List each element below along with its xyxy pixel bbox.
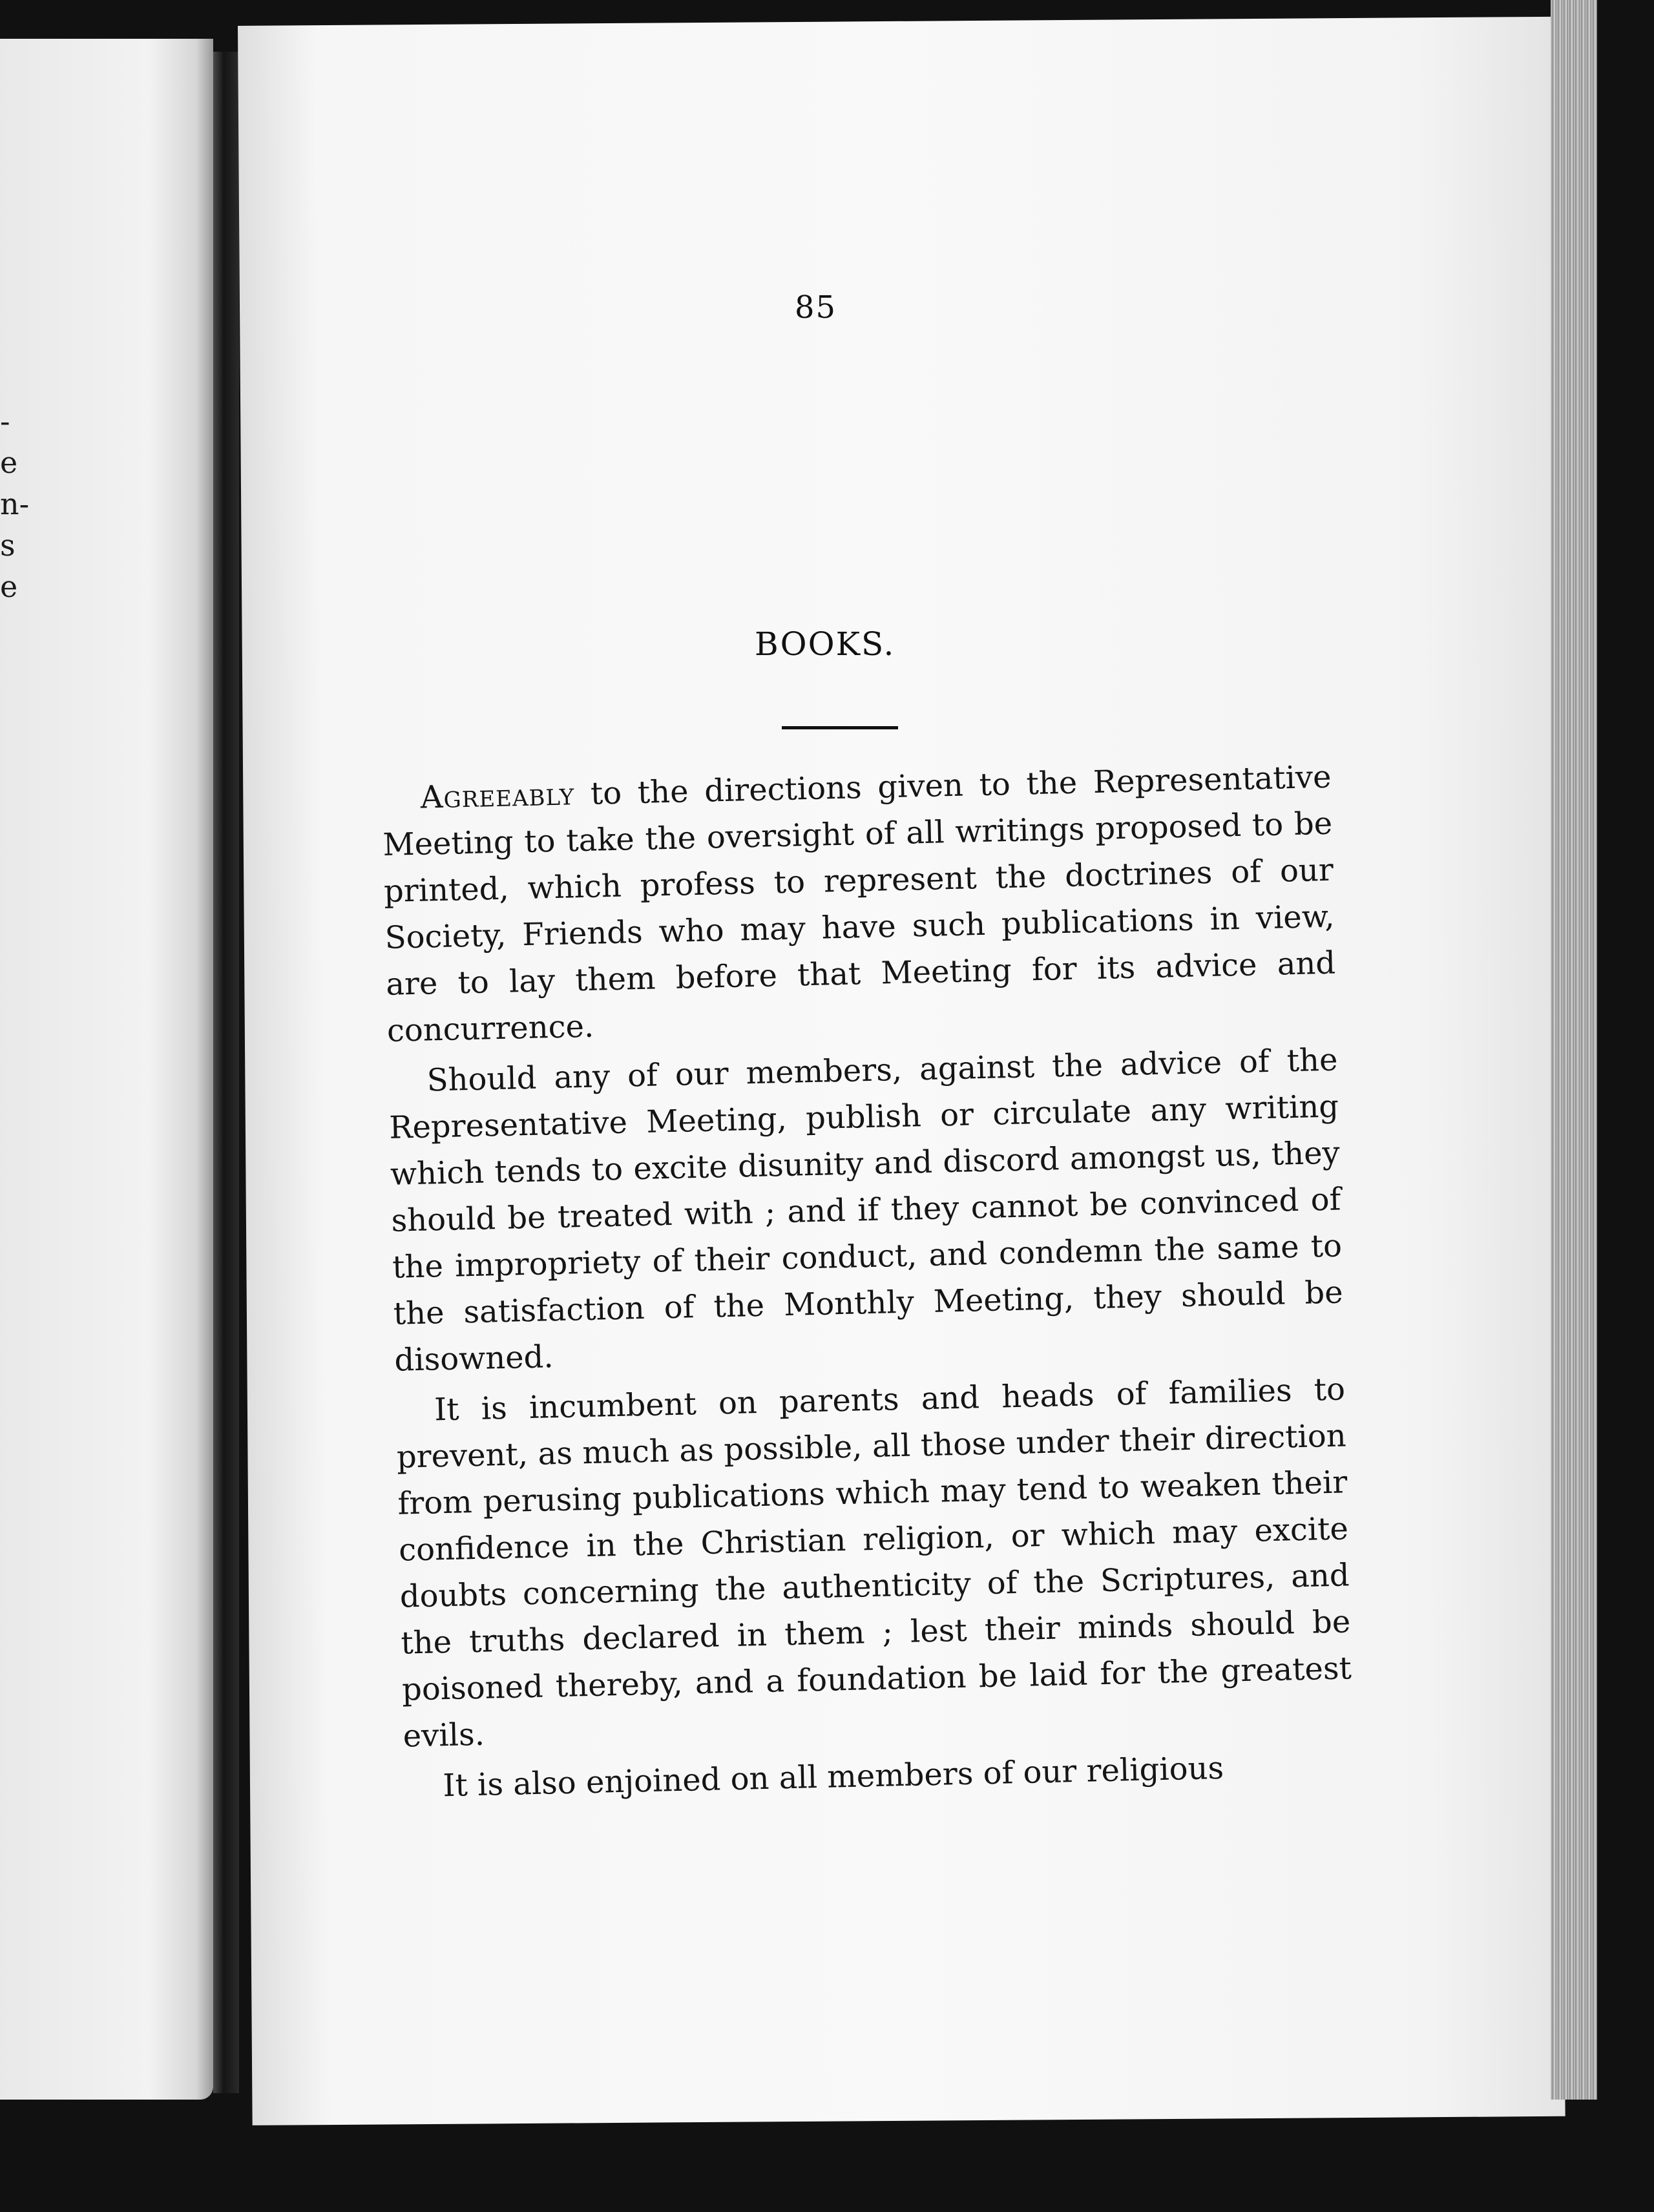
page-number: 85 <box>795 289 837 326</box>
book-gutter <box>213 52 239 2093</box>
left-fragment: s <box>0 528 16 563</box>
paragraph-text: It is also enjoined on all members of our religious <box>442 1749 1224 1804</box>
paragraph-lead: Agreeably <box>420 776 575 816</box>
left-fragment: e <box>0 569 18 604</box>
heading-rule <box>782 726 898 729</box>
left-fragment: - <box>0 404 10 439</box>
page-edges <box>1551 0 1597 2100</box>
paragraph-text: to the directions given to the Representative Meeting to take the oversight of all writings proposed to be printed, which profess to represent the doctrines of our Society, Friends who may have such publications in view, are to lay them before that Meeting for its advice and concurrence. <box>382 758 1336 1049</box>
section-heading: BOOKS. <box>755 625 895 663</box>
left-page <box>0 39 213 2100</box>
paragraph-text: Should any of our members, against the advice of the Representative Meeting, publish or circulate any writing which tends to excite disunity and discord amongst us, they should be treated with ; and if they cannot be convinced of the impropriety of their conduct, and condemn the same to the satisfaction of the Monthly Meeting, they should be disowned. <box>388 1041 1344 1379</box>
left-fragment: e <box>0 445 18 480</box>
left-fragment: n- <box>0 486 30 521</box>
body-text <box>381 754 1354 1814</box>
paragraph <box>388 1037 1345 1384</box>
paragraph-text: It is incumbent on parents and heads of families to prevent, as much as possible, all those under their direction from perusing publications which may tend to weaken their confidence in the Christian religion, or which may excite doubts concerning the authenticity of the Scriptures, and the truths declared in them ; lest their minds should be poisoned thereby, and a foundation be laid for the greatest evils. <box>396 1371 1352 1755</box>
paragraph <box>395 1366 1354 1759</box>
paragraph <box>381 754 1337 1054</box>
left-page-text-fragments <box>0 401 30 607</box>
